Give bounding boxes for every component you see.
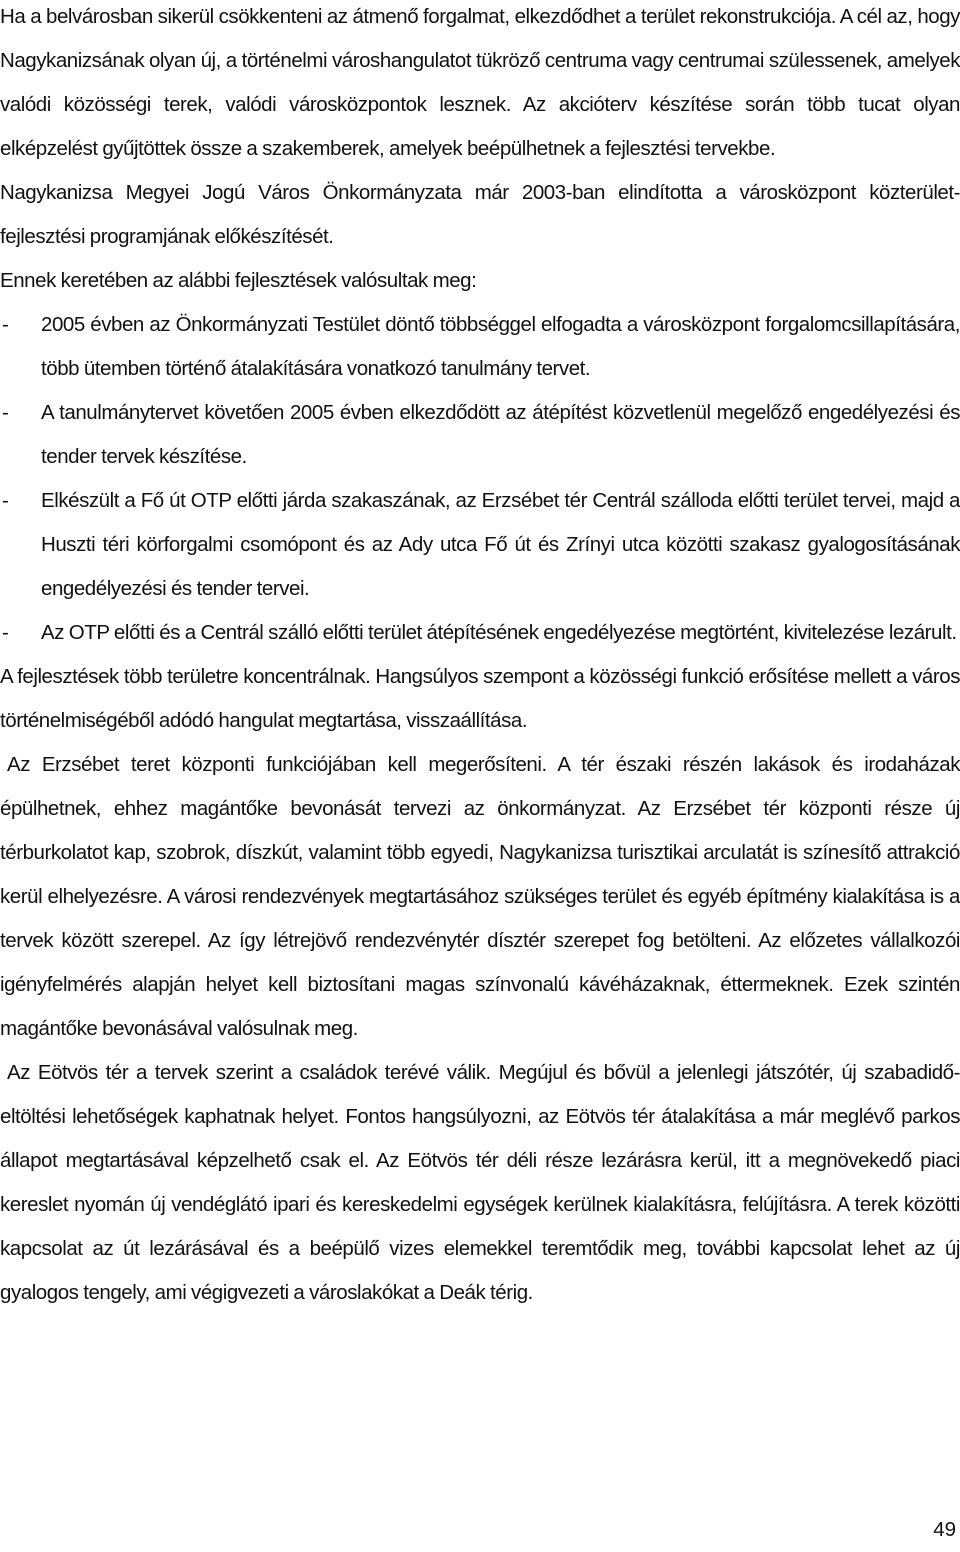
list-dash: - — [2, 401, 9, 424]
list-item-text: Az OTP előtti és a Centrál szálló előtti terület átépítésének engedélyezése megtörtént, kivitelezése lezárult. — [41, 621, 957, 644]
paragraph-program-start: Nagykanizsa Megyei Jogú Város Önkormányzata már 2003-ban elindította a városközpont közterület-fejlesztési programjának előkészítését. — [0, 181, 960, 248]
page-number: 49 — [933, 1518, 956, 1541]
list-item — [0, 391, 960, 479]
paragraph-list-intro: Ennek keretében az alábbi fejlesztések valósultak meg: — [0, 269, 477, 292]
list-dash: - — [2, 489, 9, 512]
list-item — [0, 611, 960, 655]
list-item-text: 2005 évben az Önkormányzati Testület döntő többséggel elfogadta a városközpont forgalomcsillapítására, több ütemben történő átalakítására vonatkozó tanulmány tervet. — [41, 313, 960, 380]
list-item — [0, 479, 960, 611]
list-item — [0, 303, 960, 391]
list-item-text: Elkészült a Fő út OTP előtti járda szakaszának, az Erzsébet tér Centrál szálloda előtti terület tervei, majd a Huszti téri körforgalmi csomópont és az Ady utca Fő út és Zrínyi utca közötti szakasz gyalogosításának engedélyezési és tender tervei. — [41, 489, 960, 600]
paragraph-erzsebet-ter: Az Erzsébet teret központi funkciójában kell megerősíteni. A tér északi részén lakások és irodaházak épülhetnek, ehhez magántőke bevonását tervezi az önkormányzat. Az Erzsébet tér központi része új térburkolatot kap, szobrok, díszkút, valamint több egyedi, Nagykanizsa turisztikai arculatát is színesítő attrakció kerül elhelyezésre. A városi rendezvények megtartásához szükséges terület és egyéb építmény kialakítása is a tervek között szerepel. Az így létrejövő rendezvénytér dísztér szerepet fog betölteni. Az előzetes vállalkozói igényfelmérés alapján helyet kell biztosítani magas színvonalú kávéházaknak, éttermeknek. Ezek szintén magántőke bevonásával valósulnak meg. — [0, 753, 960, 1040]
list-dash: - — [2, 313, 9, 336]
paragraph-intro: Ha a belvárosban sikerül csökkenteni az átmenő forgalmat, elkezdődhet a terület rekonstrukciója. A cél az, hogy Nagykanizsának olyan új, a történelmi városhangulatot tükröző centruma vagy centrumai szülessenek, amelyek valódi közösségi terek, valódi városközpontok lesznek. Az akcióterv készítése során több tucat olyan elképzelést gyűjtöttek össze a szakemberek, amelyek beépülhetnek a fejlesztési tervekbe. — [0, 5, 960, 160]
paragraph-eotvos-ter: Az Eötvös tér a tervek szerint a családok terévé válik. Megújul és bővül a jelenlegi játszótér, új szabadidő-eltöltési lehetőségek kaphatnak helyet. Fontos hangsúlyozni, az Eötvös tér átalakítása a már meglévő parkos állapot megtartásával képzelhető csak el. Az Eötvös tér déli része lezárásra kerül, itt a megnövekedő piaci kereslet nyomán új vendéglátó ipari és kereskedelmi egységek kerülnek kialakításra, felújításra. A terek közötti kapcsolat az út lezárásával és a beépülő vizes elemekkel teremtődik meg, további kapcsolat lehet az új gyalogos tengely, ami végigvezeti a városlakókat a Deák térig. — [0, 1061, 960, 1304]
development-list — [0, 303, 960, 655]
paragraph-focus-areas: A fejlesztések több területre koncentrálnak. Hangsúlyos szempont a közösségi funkció erősítése mellett a város történelmiségéből adódó hangulat megtartása, visszaállítása. — [0, 665, 960, 732]
list-dash: - — [2, 621, 9, 644]
list-item-text: A tanulmánytervet követően 2005 évben elkezdődött az átépítést közvetlenül megelőző engedélyezési és tender tervek készítése. — [41, 401, 960, 468]
